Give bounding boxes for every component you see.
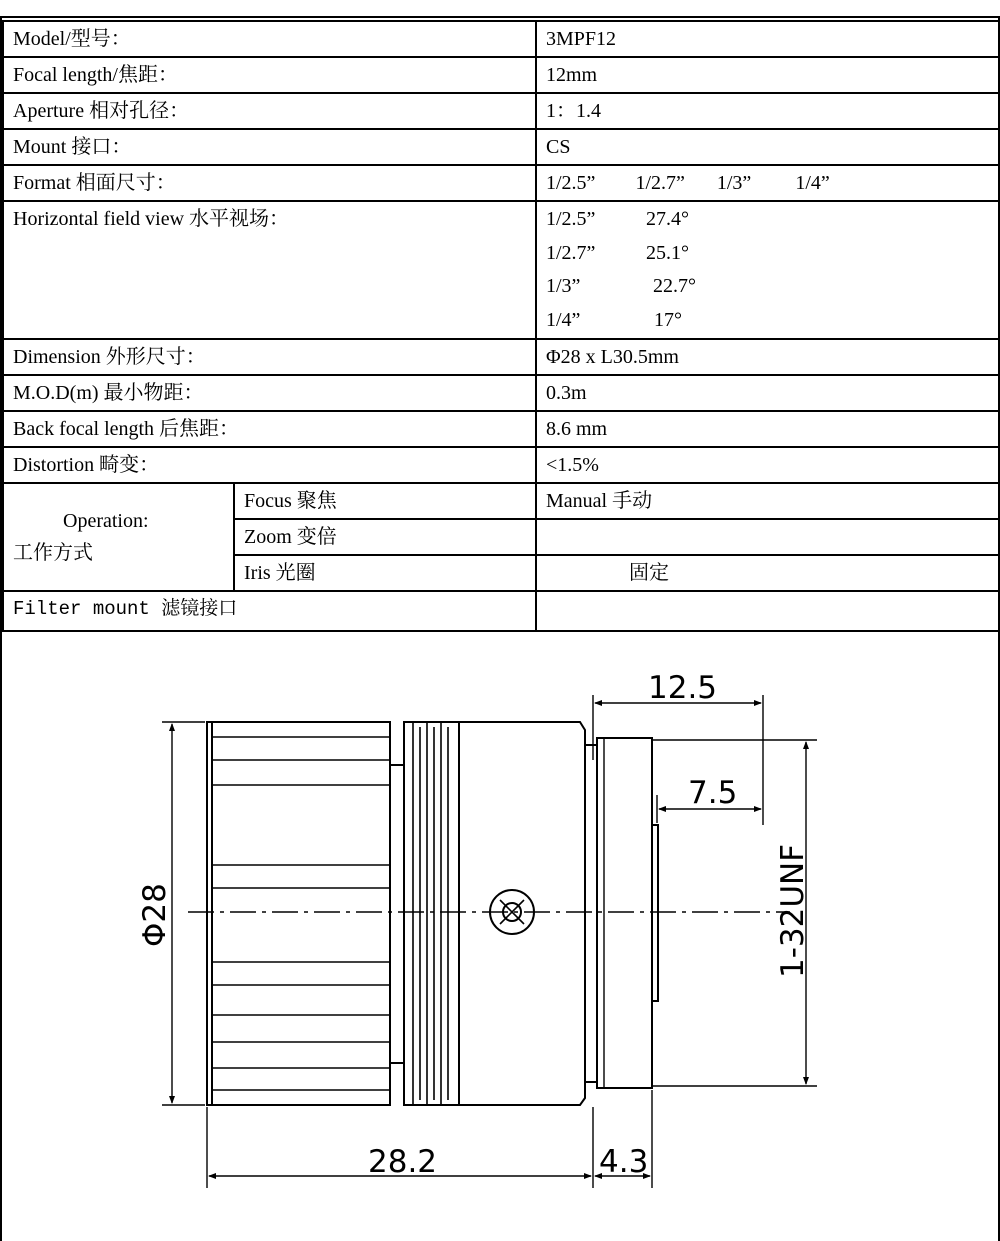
mount-flange	[585, 745, 597, 1082]
hfov-size: 1/3”	[546, 275, 581, 297]
hfov-entry	[546, 236, 998, 270]
spec-row-filter	[3, 591, 999, 631]
format-value: 1/3”	[716, 172, 752, 194]
spec-row-dimension	[3, 339, 999, 375]
spec-table	[2, 20, 1000, 632]
spec-row-model	[3, 21, 999, 57]
dimension-value: Φ28 x L30.5mm	[536, 339, 999, 375]
focal-length-label: Focal length/焦距：	[3, 57, 536, 93]
iris-label: Iris 光圈	[234, 555, 536, 591]
main-body	[459, 722, 585, 1105]
iris-value: 固定	[536, 555, 999, 591]
filter-value	[536, 591, 999, 631]
spec-row-mod	[3, 375, 999, 411]
zoom-label: Zoom 变倍	[234, 519, 536, 555]
hfov-size: 1/2.5”	[546, 208, 596, 230]
aperture-label: Aperture 相对孔径：	[3, 93, 536, 129]
format-value: 1/2.5”	[546, 172, 596, 194]
hfov-size: 1/4”	[546, 308, 581, 331]
back-focal-value: 8.6 mm	[536, 411, 999, 447]
focal-length-value: 12mm	[536, 57, 999, 93]
flange-depth-label: 7.5	[688, 775, 738, 811]
spec-row-hfov	[3, 201, 999, 339]
aperture-value: 1：1.4	[536, 93, 999, 129]
front-depth-label: 12.5	[648, 670, 718, 706]
format-values	[536, 165, 999, 201]
lens-dimension-drawing	[0, 645, 1000, 1241]
hfov-angle: 17°	[654, 308, 682, 331]
spec-row-focus	[3, 483, 999, 519]
spec-row-aperture	[3, 93, 999, 129]
format-label: Format 相面尺寸：	[3, 165, 536, 201]
thread-mount	[597, 738, 652, 1088]
hfov-entry	[546, 303, 998, 337]
hfov-angle: 25.1°	[646, 241, 689, 264]
focus-value: Manual 手动	[536, 483, 999, 519]
body-length-label: 28.2	[368, 1144, 438, 1180]
model-value: 3MPF12	[536, 21, 999, 57]
mount-length-label: 4.3	[599, 1144, 649, 1180]
hfov-angle: 22.7°	[653, 275, 696, 297]
barrel-grooves	[413, 722, 448, 1105]
hfov-size: 1/2.7”	[546, 241, 596, 264]
front-ring-outline	[207, 722, 390, 1105]
spec-row-mount	[3, 129, 999, 165]
spec-row-distortion	[3, 447, 999, 483]
mod-value: 0.3m	[536, 375, 999, 411]
operation-label	[3, 483, 234, 591]
hfov-label: Horizontal field view 水平视场：	[3, 201, 536, 339]
format-value: 1/4”	[795, 172, 830, 194]
filter-label: Filter mount 滤镜接口	[3, 591, 536, 631]
hfov-values	[536, 201, 999, 339]
format-value: 1/2.7”	[635, 172, 685, 194]
mount-value: CS	[536, 129, 999, 165]
operation-label-en: Operation:	[63, 510, 149, 532]
knurl-lines	[212, 737, 390, 1090]
spec-row-back-focal	[3, 411, 999, 447]
frame-top-border	[0, 16, 1000, 18]
neck	[390, 765, 404, 1063]
rear-element	[652, 825, 658, 1001]
hfov-entry	[546, 269, 998, 303]
model-label: Model/型号：	[3, 21, 536, 57]
spec-row-format	[3, 165, 999, 201]
operation-label-cn: 工作方式	[13, 542, 93, 564]
dimension-label: Dimension 外形尺寸：	[3, 339, 536, 375]
zoom-value	[536, 519, 999, 555]
distortion-value: <1.5%	[536, 447, 999, 483]
spec-row-focal-length	[3, 57, 999, 93]
hfov-entry	[546, 202, 998, 236]
focus-label: Focus 聚焦	[234, 483, 536, 519]
mod-label: M.O.D(m) 最小物距：	[3, 375, 536, 411]
diameter-label: Φ28	[137, 883, 173, 947]
back-focal-label: Back focal length 后焦距：	[3, 411, 536, 447]
distortion-label: Distortion 畸变：	[3, 447, 536, 483]
mount-label: Mount 接口：	[3, 129, 536, 165]
hfov-angle: 27.4°	[646, 208, 689, 230]
thread-label: 1-32UNF	[775, 843, 811, 978]
